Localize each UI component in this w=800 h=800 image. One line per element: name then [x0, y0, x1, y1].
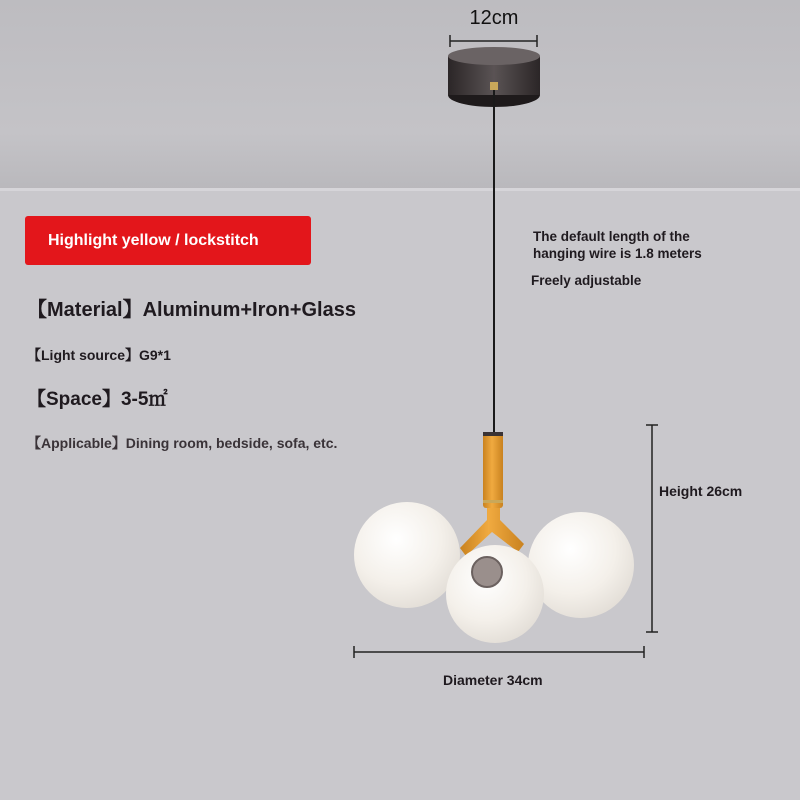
- bulb-socket: [472, 557, 502, 587]
- canopy-dimension-line: [450, 35, 537, 47]
- diameter-dimension-label: Diameter 34cm: [443, 672, 543, 688]
- adjustable-note: Freely adjustable: [531, 273, 642, 288]
- spec-space: 【Space】3-5㎡: [27, 389, 168, 410]
- spec-material: 【Material】Aluminum+Iron+Glass: [27, 299, 356, 321]
- canopy-dimension-label: 12cm: [469, 7, 519, 29]
- spec-applicable: 【Applicable】Dining room, bedside, sofa, etc.: [27, 435, 338, 451]
- wire-length-note-line1: The default length of the: [533, 229, 690, 244]
- color-option-badge: Highlight yellow / lockstitch: [25, 216, 311, 265]
- globe-right: [528, 512, 634, 618]
- height-dimension-label: Height 26cm: [659, 483, 743, 499]
- lamp-body: [483, 432, 503, 508]
- spec-light-source: 【Light source】G9*1: [27, 347, 171, 363]
- wire-length-note-line2: hanging wire is 1.8 meters: [533, 246, 702, 261]
- diameter-dimension-line: [354, 646, 644, 658]
- globe-left: [354, 502, 460, 608]
- height-dimension-line: [646, 425, 658, 632]
